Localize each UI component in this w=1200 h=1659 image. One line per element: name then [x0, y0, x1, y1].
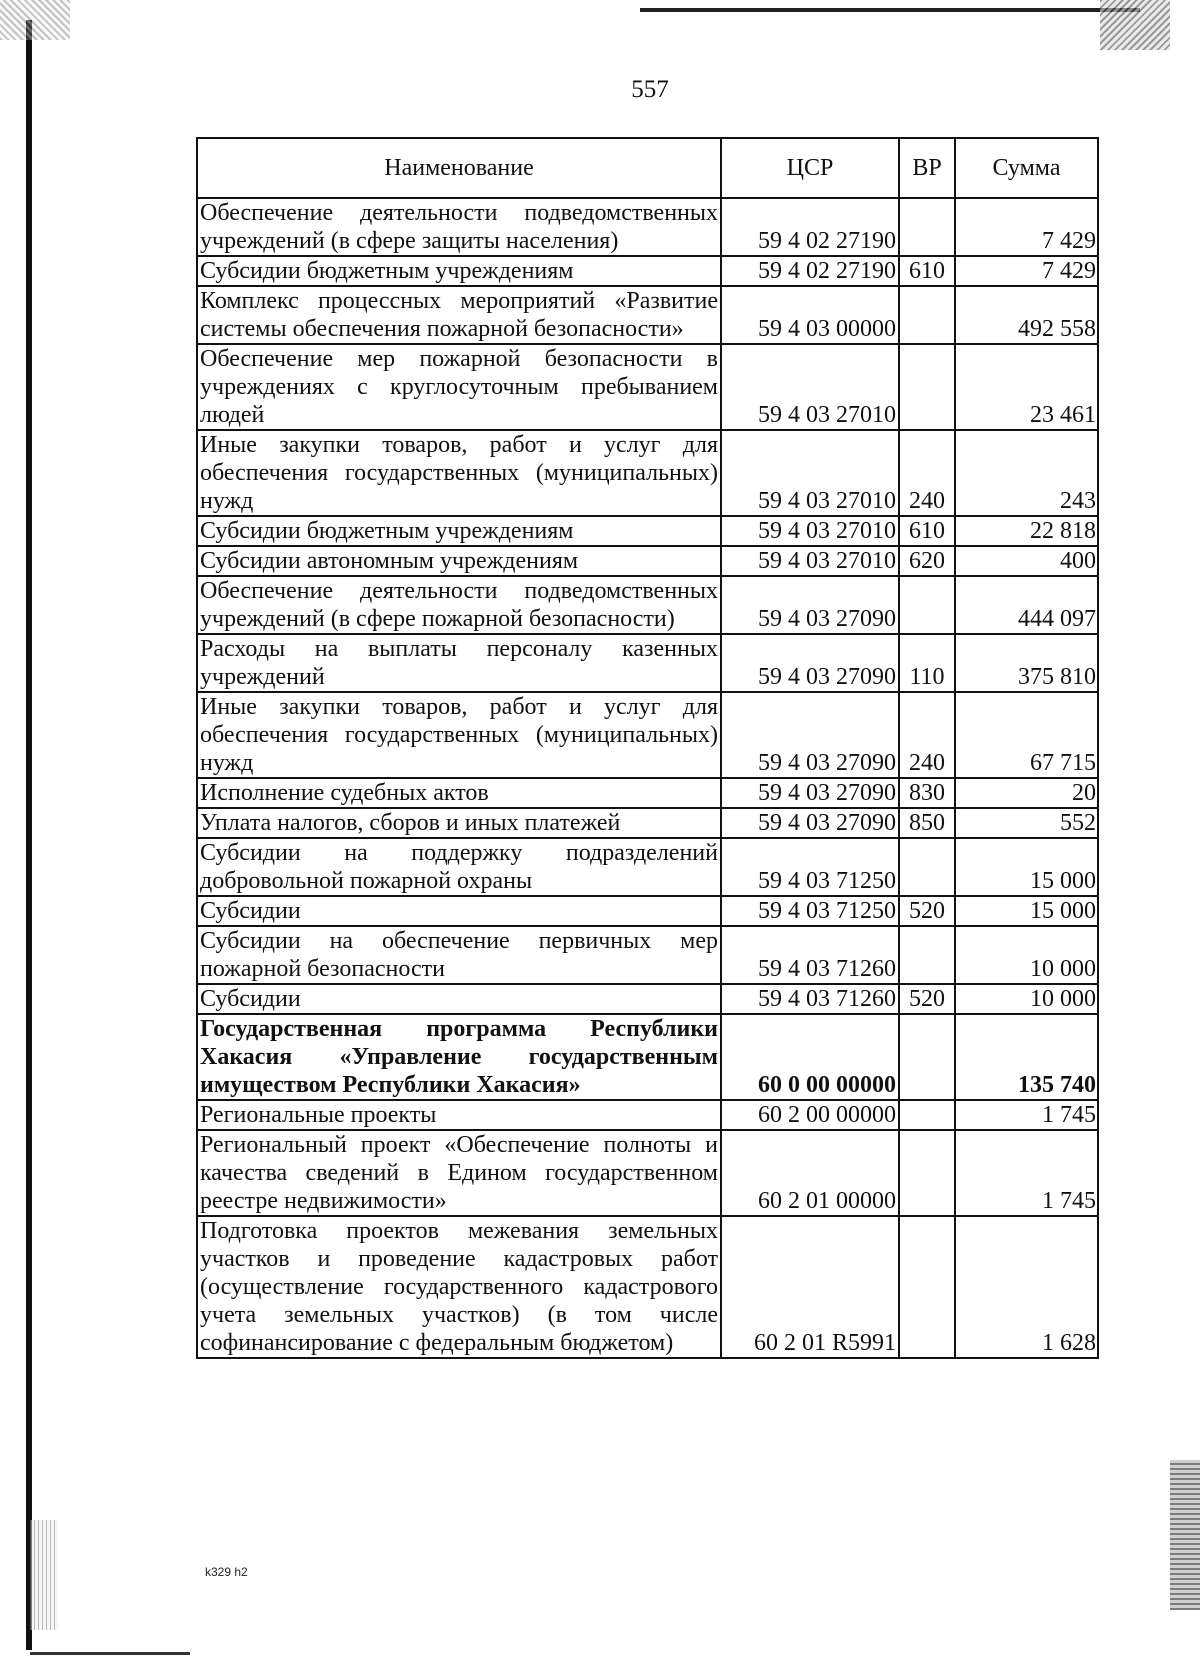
cell-name: Региональный проект «Обеспечение полноты и качества сведений в Едином государственном реестре недвижимости» — [197, 1130, 721, 1216]
cell-name: Иные закупки товаров, работ и услуг для обеспечения государственных (муниципальных) нужд — [197, 430, 721, 516]
scan-edge-left — [26, 20, 32, 1650]
cell-csr: 60 2 01 R5991 — [721, 1216, 899, 1358]
table-row — [197, 1014, 1098, 1100]
cell-vr: 610 — [899, 516, 955, 546]
cell-vr: 240 — [899, 430, 955, 516]
table-row — [197, 546, 1098, 576]
cell-vr: 850 — [899, 808, 955, 838]
cell-name: Субсидии на обеспечение первичных мер пожарной безопасности — [197, 926, 721, 984]
header-vr: ВР — [899, 138, 955, 198]
cell-csr: 59 4 03 71260 — [721, 984, 899, 1014]
cell-sum: 10 000 — [955, 984, 1098, 1014]
cell-csr: 59 4 03 71260 — [721, 926, 899, 984]
cell-vr: 620 — [899, 546, 955, 576]
cell-vr — [899, 344, 955, 430]
cell-sum: 15 000 — [955, 896, 1098, 926]
cell-csr: 59 4 02 27190 — [721, 198, 899, 256]
cell-csr: 59 4 03 71250 — [721, 896, 899, 926]
cell-name: Исполнение судебных актов — [197, 778, 721, 808]
cell-csr: 59 4 03 71250 — [721, 838, 899, 896]
cell-sum: 1 745 — [955, 1100, 1098, 1130]
cell-sum: 23 461 — [955, 344, 1098, 430]
cell-vr: 610 — [899, 256, 955, 286]
cell-name: Иные закупки товаров, работ и услуг для обеспечения государственных (муниципальных) нужд — [197, 692, 721, 778]
cell-sum: 1 628 — [955, 1216, 1098, 1358]
scan-edge-bottom — [30, 1652, 190, 1655]
table-row — [197, 692, 1098, 778]
table-row — [197, 198, 1098, 256]
cell-vr — [899, 1216, 955, 1358]
cell-name: Субсидии автономным учреждениям — [197, 546, 721, 576]
cell-sum: 400 — [955, 546, 1098, 576]
footer-code: k329 h2 — [205, 1565, 248, 1579]
scan-noise-right — [1170, 1460, 1200, 1610]
cell-name: Комплекс процессных мероприятий «Развитие системы обеспечения пожарной безопасности» — [197, 286, 721, 344]
budget-table — [196, 137, 1099, 1359]
cell-sum: 375 810 — [955, 634, 1098, 692]
header-sum: Сумма — [955, 138, 1098, 198]
table-row — [197, 896, 1098, 926]
cell-name: Обеспечение мер пожарной безопасности в учреждениях с круглосуточным пребыванием людей — [197, 344, 721, 430]
table-row — [197, 926, 1098, 984]
cell-vr — [899, 926, 955, 984]
scan-edge-top — [640, 8, 1140, 12]
cell-csr: 59 4 03 27090 — [721, 808, 899, 838]
cell-csr: 59 4 03 27010 — [721, 430, 899, 516]
scan-noise-top-right — [1100, 0, 1170, 50]
table-row — [197, 256, 1098, 286]
cell-csr: 59 4 03 27090 — [721, 778, 899, 808]
cell-name: Обеспечение деятельности подведомственных учреждений (в сфере пожарной безопасности) — [197, 576, 721, 634]
cell-sum: 7 429 — [955, 256, 1098, 286]
table-row — [197, 1100, 1098, 1130]
table-body — [197, 198, 1098, 1358]
cell-name: Субсидии на поддержку подразделений добровольной пожарной охраны — [197, 838, 721, 896]
cell-sum: 10 000 — [955, 926, 1098, 984]
header-csr: ЦСР — [721, 138, 899, 198]
cell-name: Государственная программа Республики Хакасия «Управление государственным имуществом Республики Хакасия» — [197, 1014, 721, 1100]
cell-vr — [899, 838, 955, 896]
cell-sum: 67 715 — [955, 692, 1098, 778]
cell-csr: 60 0 00 00000 — [721, 1014, 899, 1100]
cell-name: Подготовка проектов межевания земельных участков и проведение кадастровых работ (осуществление государственного кадастрового учета земельных участков) (в том числе софинансирование с федеральным бюджетом) — [197, 1216, 721, 1358]
page-number-container — [0, 76, 1200, 104]
cell-sum: 444 097 — [955, 576, 1098, 634]
table-row — [197, 286, 1098, 344]
table-row — [197, 984, 1098, 1014]
cell-vr: 520 — [899, 896, 955, 926]
cell-vr: 830 — [899, 778, 955, 808]
cell-csr: 59 4 03 27010 — [721, 516, 899, 546]
cell-name: Субсидии — [197, 984, 721, 1014]
cell-vr — [899, 198, 955, 256]
cell-sum: 135 740 — [955, 1014, 1098, 1100]
cell-name: Уплата налогов, сборов и иных платежей — [197, 808, 721, 838]
cell-sum: 7 429 — [955, 198, 1098, 256]
cell-vr — [899, 1014, 955, 1100]
table-header-row — [197, 138, 1098, 198]
cell-vr: 520 — [899, 984, 955, 1014]
header-name: Наименование — [197, 138, 721, 198]
cell-csr: 59 4 03 27090 — [721, 634, 899, 692]
cell-sum: 243 — [955, 430, 1098, 516]
table-row — [197, 576, 1098, 634]
scan-noise-top-left — [0, 0, 70, 40]
table-row — [197, 430, 1098, 516]
cell-csr: 59 4 03 27090 — [721, 692, 899, 778]
cell-sum: 552 — [955, 808, 1098, 838]
table-row — [197, 808, 1098, 838]
table-row — [197, 1216, 1098, 1358]
table-row — [197, 1130, 1098, 1216]
cell-vr — [899, 1130, 955, 1216]
table-row — [197, 634, 1098, 692]
cell-sum: 20 — [955, 778, 1098, 808]
cell-vr — [899, 576, 955, 634]
table-row — [197, 344, 1098, 430]
cell-csr: 60 2 00 00000 — [721, 1100, 899, 1130]
cell-csr: 59 4 03 27090 — [721, 576, 899, 634]
cell-vr: 240 — [899, 692, 955, 778]
cell-csr: 59 4 03 00000 — [721, 286, 899, 344]
cell-sum: 22 818 — [955, 516, 1098, 546]
cell-sum: 492 558 — [955, 286, 1098, 344]
cell-name: Расходы на выплаты персоналу казенных учреждений — [197, 634, 721, 692]
table-row — [197, 778, 1098, 808]
cell-sum: 1 745 — [955, 1130, 1098, 1216]
cell-vr: 110 — [899, 634, 955, 692]
page-number: 557 — [631, 76, 669, 103]
cell-vr — [899, 286, 955, 344]
cell-name: Региональные проекты — [197, 1100, 721, 1130]
table-row — [197, 838, 1098, 896]
scan-noise-left-bottom — [30, 1520, 58, 1630]
cell-csr: 59 4 03 27010 — [721, 344, 899, 430]
cell-name: Субсидии бюджетным учреждениям — [197, 516, 721, 546]
cell-csr: 59 4 02 27190 — [721, 256, 899, 286]
cell-csr: 59 4 03 27010 — [721, 546, 899, 576]
cell-name: Субсидии — [197, 896, 721, 926]
cell-name: Обеспечение деятельности подведомственных учреждений (в сфере защиты населения) — [197, 198, 721, 256]
cell-csr: 60 2 01 00000 — [721, 1130, 899, 1216]
table-row — [197, 516, 1098, 546]
cell-sum: 15 000 — [955, 838, 1098, 896]
cell-name: Субсидии бюджетным учреждениям — [197, 256, 721, 286]
cell-vr — [899, 1100, 955, 1130]
